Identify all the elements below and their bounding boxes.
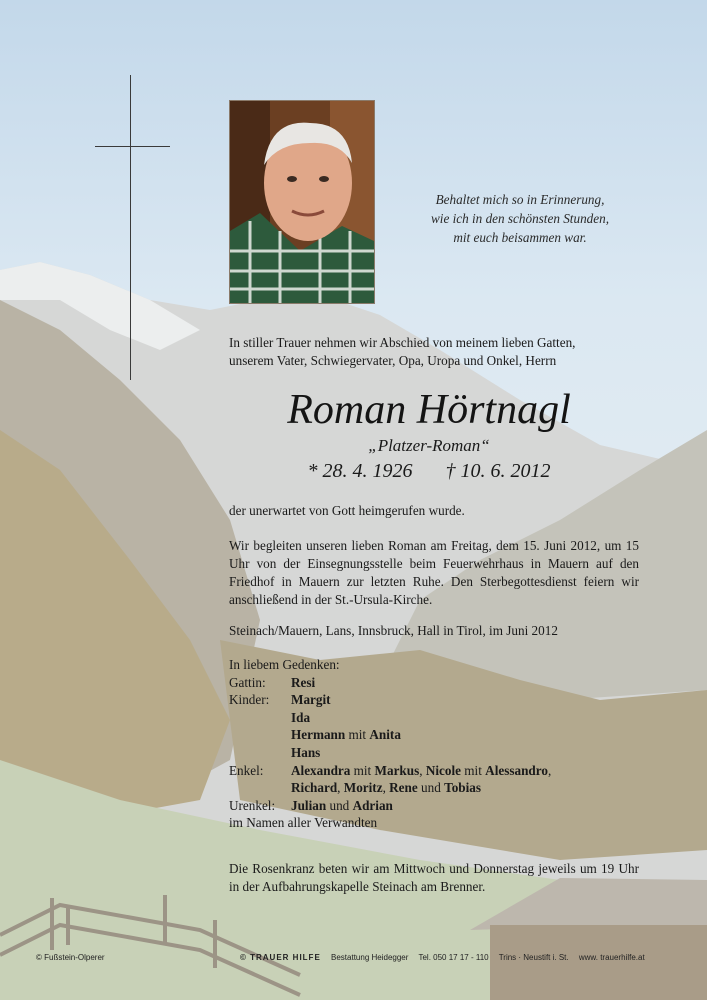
deceased-name: Roman Hörtnagl	[287, 387, 571, 433]
family-row-enkel: Enkel: Alexandra mit Markus, Nicole mit Alessandro,	[229, 762, 552, 778]
family-list	[229, 656, 649, 832]
quote-line: mit euch beisammen war.	[453, 230, 587, 245]
company-place: Trins · Neustift i. St.	[498, 953, 569, 962]
photo-credit: © Fußstein-Olperer	[36, 953, 105, 962]
cross-horizontal	[95, 146, 170, 147]
family-row-kind: Hermann mit Anita	[291, 727, 401, 743]
family-heading: In liebem Gedenken:	[229, 657, 340, 672]
family-row-kind: Ida	[291, 709, 311, 725]
family-row-enkel-cont: Richard, Moritz, Rene und Tobias	[291, 780, 482, 796]
quote-line: wie ich in den schönsten Stunden,	[431, 211, 609, 226]
company-name: Bestattung Heidegger	[331, 953, 409, 962]
family-row-kind: Hans	[291, 744, 321, 760]
paragraph-places-date: Steinach/Mauern, Lans, Innsbruck, Hall in Tirol, im Juni 2012	[229, 623, 558, 638]
nickname: „Platzer-Roman“	[368, 436, 490, 455]
phone-number: Tel. 050 17 17 - 110	[418, 953, 489, 962]
family-closing: im Namen aller Verwandten	[229, 815, 378, 831]
footer-imprint	[240, 953, 653, 962]
intro-text	[229, 334, 639, 370]
intro-line: unserem Vater, Schwiegervater, Opa, Uropa und Onkel, Herrn	[229, 353, 557, 368]
family-row-urenkel: Urenkel: Julian und Adrian	[229, 797, 393, 813]
family-row-kinder: Kinder: Margit	[229, 692, 331, 708]
portrait-photo	[229, 100, 375, 304]
paragraph-funeral-details: Wir begleiten unseren lieben Roman am Freitag, dem 15. Juni 2012, um 15 Uhr von der Einsegnungsstelle beim Feuerwehrhaus in Mauern auf den Friedhof in Mauern zur letzten Ruhe. Den Sterbegottesdienst feiern wir anschließend in der St.-Ursula-Kirche.	[229, 538, 639, 607]
birth-date: * 28. 4. 1926	[307, 460, 413, 482]
website-link[interactable]: www. trauerhilfe.at	[578, 953, 645, 962]
paragraph-called-home: der unerwartet von Gott heimgerufen wurde.	[229, 503, 465, 518]
hut-wall	[490, 925, 707, 1000]
intro-line: In stiller Trauer nehmen wir Abschied von meinem lieben Gatten,	[229, 335, 576, 350]
family-row-gattin: Gattin: Resi	[229, 674, 316, 690]
quote-line: Behaltet mich so in Erinnerung,	[435, 192, 605, 207]
cross-vertical	[130, 75, 131, 380]
paragraph-rosary: Die Rosenkranz beten wir am Mittwoch und Donnerstag jeweils um 19 Uhr in der Aufbahrungskapelle Steinach am Brenner.	[229, 861, 639, 894]
trauerhilfe-logo: © TRAUER HILFE	[240, 953, 321, 962]
life-dates	[229, 458, 629, 484]
death-date: † 10. 6. 2012	[445, 460, 551, 482]
memorial-quote	[400, 190, 640, 247]
